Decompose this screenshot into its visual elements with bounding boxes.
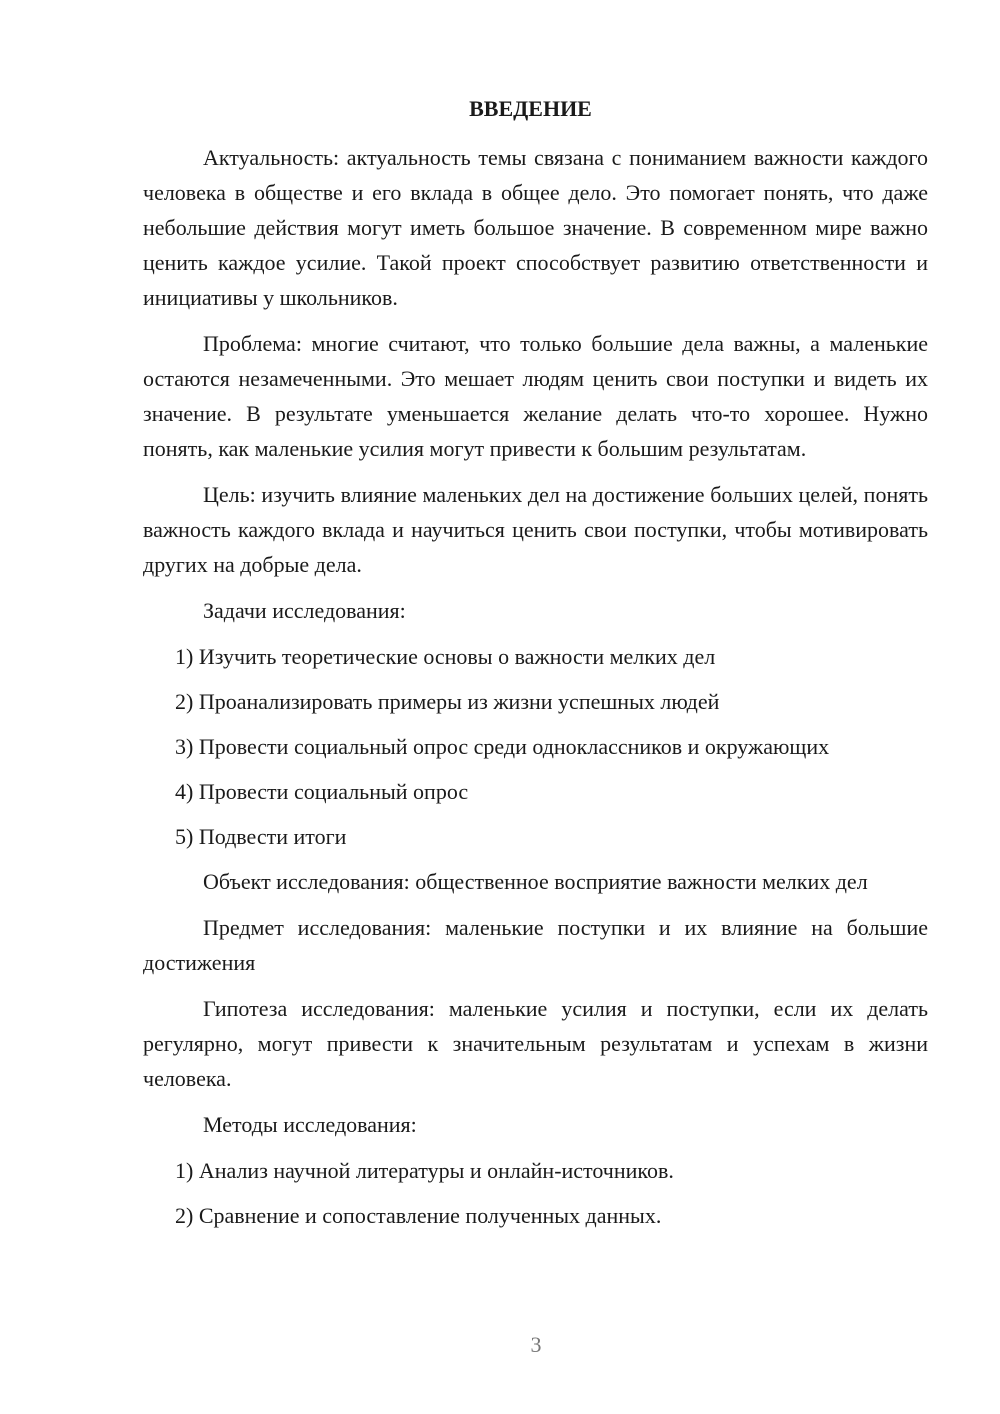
- task-item: 5) Подвести итоги: [175, 824, 347, 849]
- task-item: 4) Провести социальный опрос: [175, 779, 469, 804]
- object-paragraph: Объект исследования: общественное восприятие важности мелких дел: [203, 869, 868, 894]
- task-item: 1) Изучить теоретические основы о важности мелких дел: [175, 644, 716, 669]
- subject-paragraph: Предмет исследования: маленькие поступки и их влияние на большие достижения: [143, 915, 928, 975]
- task-item: 3) Провести социальный опрос среди одноклассников и окружающих: [175, 734, 830, 759]
- method-item: 2) Сравнение и сопоставление полученных данных.: [175, 1203, 662, 1228]
- hypothesis-paragraph: Гипотеза исследования: маленькие усилия и поступки, если их делать регулярно, могут привести к значительным результатам и успехам в жизни человека.: [143, 996, 928, 1091]
- method-item: 1) Анализ научной литературы и онлайн-источников.: [175, 1158, 674, 1183]
- tasks-title: Задачи исследования:: [203, 598, 406, 623]
- methods-title: Методы исследования:: [203, 1112, 417, 1137]
- problem-paragraph: Проблема: многие считают, что только большие дела важны, а маленькие остаются незамеченными. Это мешает людям ценить свои поступки и видеть их значение. В результате уменьшается желание делать что-то хорошее. Нужно понять, как маленькие усилия могут привести к большим результатам.: [143, 331, 928, 461]
- task-item: 2) Проанализировать примеры из жизни успешных людей: [175, 689, 720, 714]
- section-heading: ВВЕДЕНИЕ: [469, 96, 592, 121]
- tasks-list: [143, 639, 928, 854]
- page-number: 3: [530, 1332, 542, 1357]
- relevance-paragraph: Актуальность: актуальность темы связана с пониманием важности каждого человека в обществе и его вклада в общее дело. Это помогает понять, что даже небольшие действия могут иметь большое значение. В современном мире важно ценить каждое усилие. Такой проект способствует развитию ответственности и инициативы у школьников.: [143, 145, 928, 310]
- document-page: [143, 92, 928, 1382]
- methods-list: [143, 1153, 928, 1233]
- goal-paragraph: Цель: изучить влияние маленьких дел на достижение больших целей, понять важность каждого вклада и научиться ценить свои поступки, чтобы мотивировать других на добрые дела.: [143, 482, 928, 577]
